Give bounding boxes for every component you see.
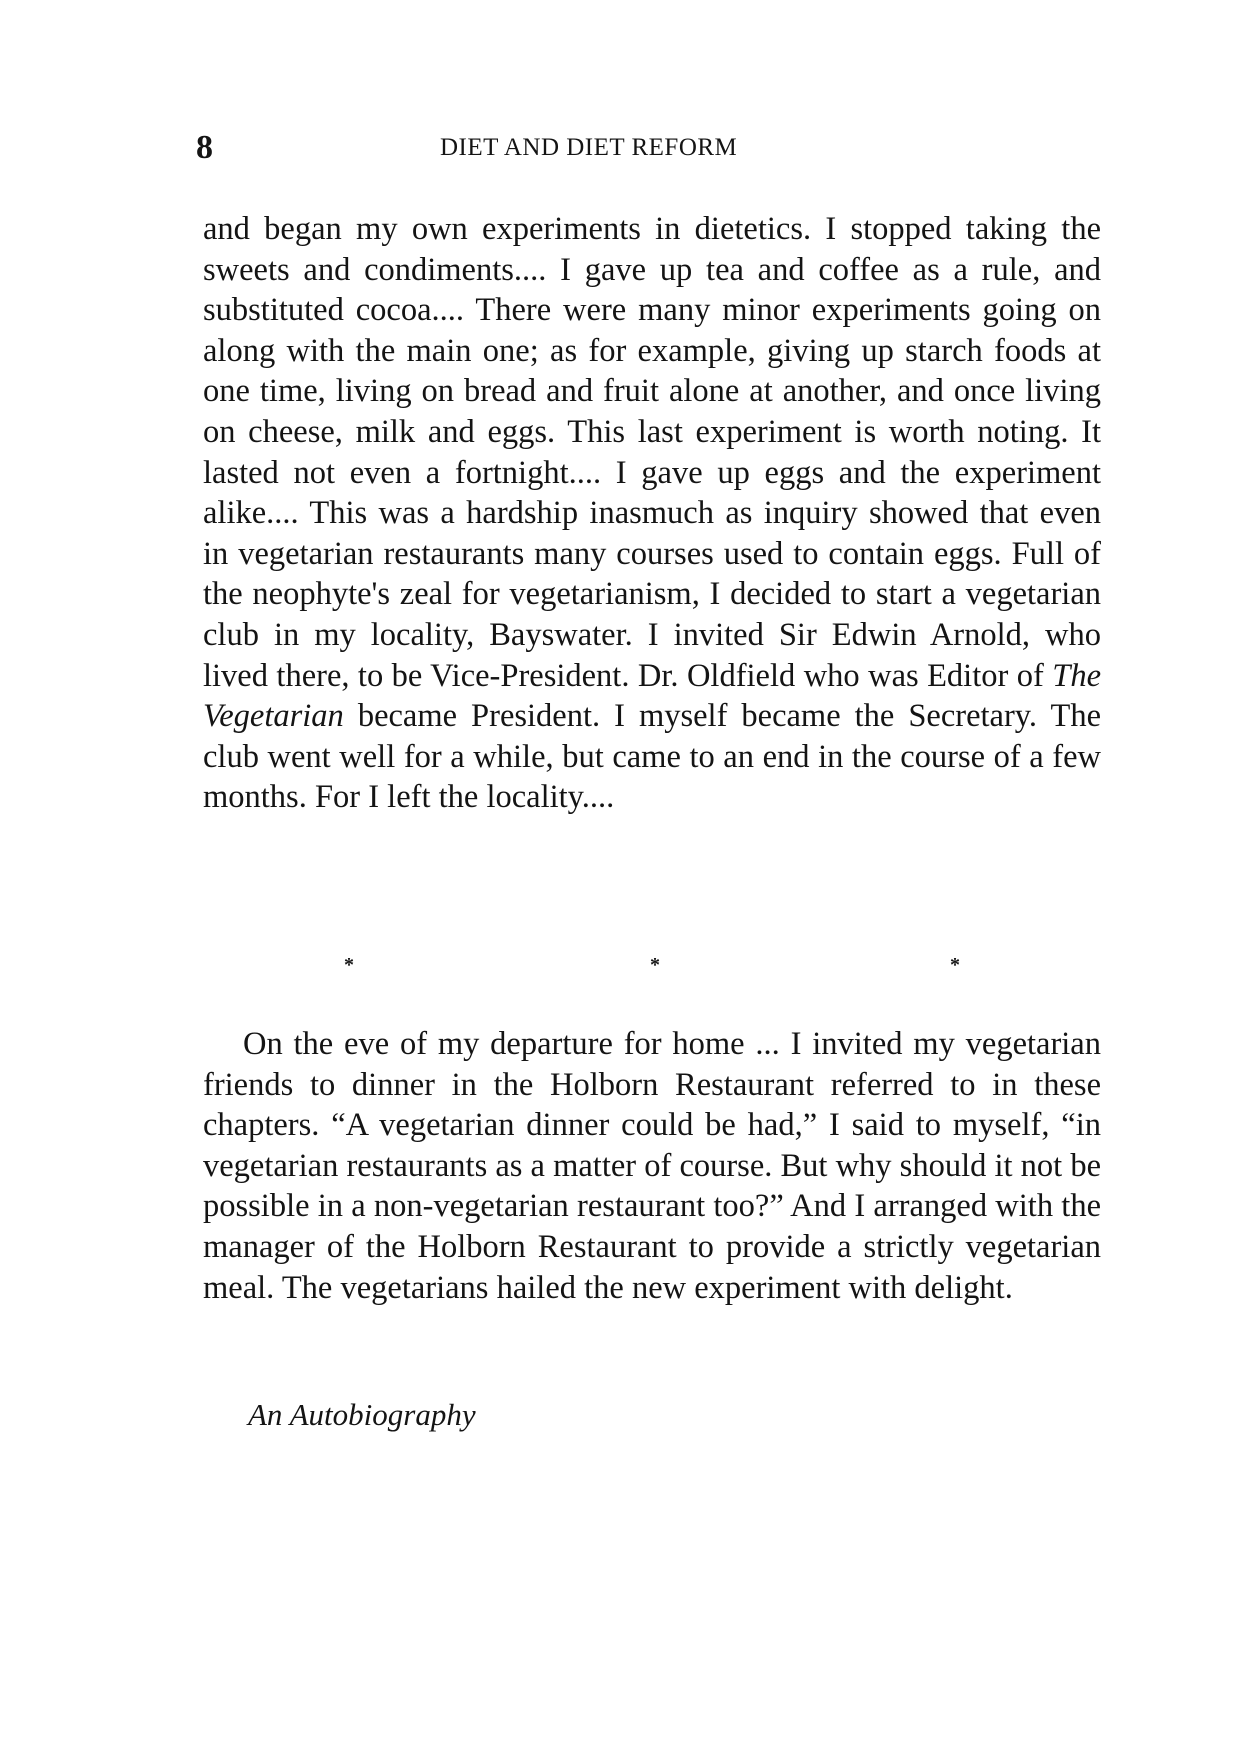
paragraph-text: became President. I myself became the Secretary. The club went well for a while, but came to an end in the course of a few months. For I left the locality....	[203, 698, 1101, 816]
separator-asterisk: *	[950, 954, 960, 976]
paragraph-text: and began my own experiments in dietetics. I stopped taking the sweets and condiments.... I gave up tea and coffee as a rule, and substituted cocoa.... There were many minor experiments going on along with the main one; as for example, giving up starch foods at one time, living on bread and fruit alone at another, and once living on cheese, milk and eggs. This last experiment is worth noting. It lasted not even a fortnight.... I gave up eggs and the experiment alike.... This was a hardship inasmuch as inquiry showed that even in vegetarian restaurants many courses used to contain eggs. Full of the neophyte's zeal for vegetarianism, I decided to start a vegetarian club in my locality, Bayswater. I invited Sir Edwin Arnold, who lived there, to be Vice-President. Dr. Oldfield who was Editor of	[203, 211, 1101, 694]
separator-asterisk: *	[650, 954, 660, 976]
page-number: 8	[196, 129, 213, 166]
section-separator	[0, 955, 1241, 975]
running-head: DIET AND DIET REFORM	[440, 134, 738, 161]
body-paragraph	[203, 209, 1101, 818]
book-title: The Vegetarian	[203, 657, 1101, 735]
separator-asterisk: *	[344, 954, 354, 976]
source-citation: An Autobiography	[248, 1397, 476, 1432]
body-paragraph: On the eve of my departure for home ... I invited my vegetarian friends to dinner in the Holborn Restaurant referred to in these chapters. “A vegetarian dinner could be had,” I said to myself, “in vegetarian restaurants as a matter of course. But why should it not be possible in a non-vegetarian restaurant too?” And I arranged with the manager of the Holborn Restaurant to provide a strictly vegetarian meal. The vegetarians hailed the new experiment with delight.	[203, 1026, 1102, 1306]
